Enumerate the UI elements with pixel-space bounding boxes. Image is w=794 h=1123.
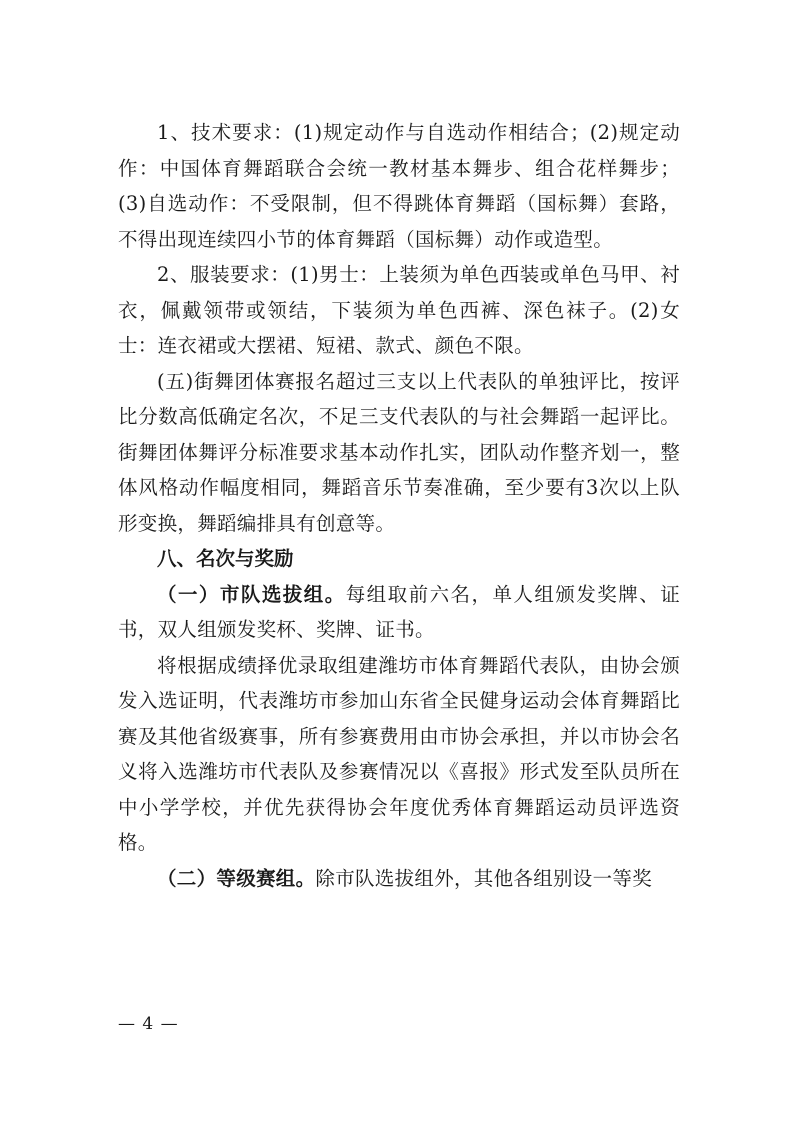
document-body bbox=[118, 115, 680, 896]
paragraph-street-dance: (五)街舞团体赛报名超过三支以上代表队的单独评比，按评比分数高低确定名次，不足三支代表队的与社会舞蹈一起评比。街舞团体舞评分标准要求基本动作扎实，团队动作整齐划一，整体风格动作幅度相同，舞蹈音乐节奏准确，至少要有3次以上队形变换，舞蹈编排具有创意等。 bbox=[118, 369, 680, 535]
paragraph-lead: （二）等级赛组。 bbox=[157, 866, 316, 890]
paragraph-text: 每组取前六名，单人组颁发奖牌、证书，双人组颁发奖杯、奖牌、证书。 bbox=[118, 582, 680, 641]
paragraph-city-team-details: 将根据成绩择优录取组建潍坊市体育舞蹈代表队，由协会颁发入选证明，代表潍坊市参加山东省全民健身运动会体育舞蹈比赛及其他省级赛事，所有参赛费用由市协会承担，并以市协会名义将入选潍坊市代表队及参赛情况以《喜报》形式发至队员所在中小学学校，并优先获得协会年度优秀体育舞蹈运动员评选资格。 bbox=[118, 653, 680, 854]
paragraph-grade-competition bbox=[118, 861, 680, 897]
paragraph-text: 除市队选拔组外，其他各组别设一等奖 bbox=[315, 866, 653, 890]
page-number: — 4 — bbox=[118, 1014, 179, 1034]
paragraph-city-team-selection bbox=[118, 577, 680, 648]
paragraph-technical-requirements: 1、技术要求：(1)规定动作与自选动作相结合；(2)规定动作：中国体育舞蹈联合会统一教材基本舞步、组合花样舞步；(3)自选动作：不受限制，但不得跳体育舞蹈（国标舞）套路，不得出现连续四小节的体育舞蹈（国标舞）动作或造型。 bbox=[118, 121, 680, 251]
paragraph-lead: （一）市队选拔组。 bbox=[157, 582, 346, 606]
section-heading-rankings-awards: 八、名次与奖励 bbox=[157, 547, 294, 570]
paragraph-costume-requirements: 2、服装要求：(1)男士：上装须为单色西装或单色马甲、衬衣，佩戴领带或领结，下装须为单色西裤、深色袜子。(2)女士：连衣裙或大摆裙、短裙、款式、颜色不限。 bbox=[118, 263, 680, 357]
